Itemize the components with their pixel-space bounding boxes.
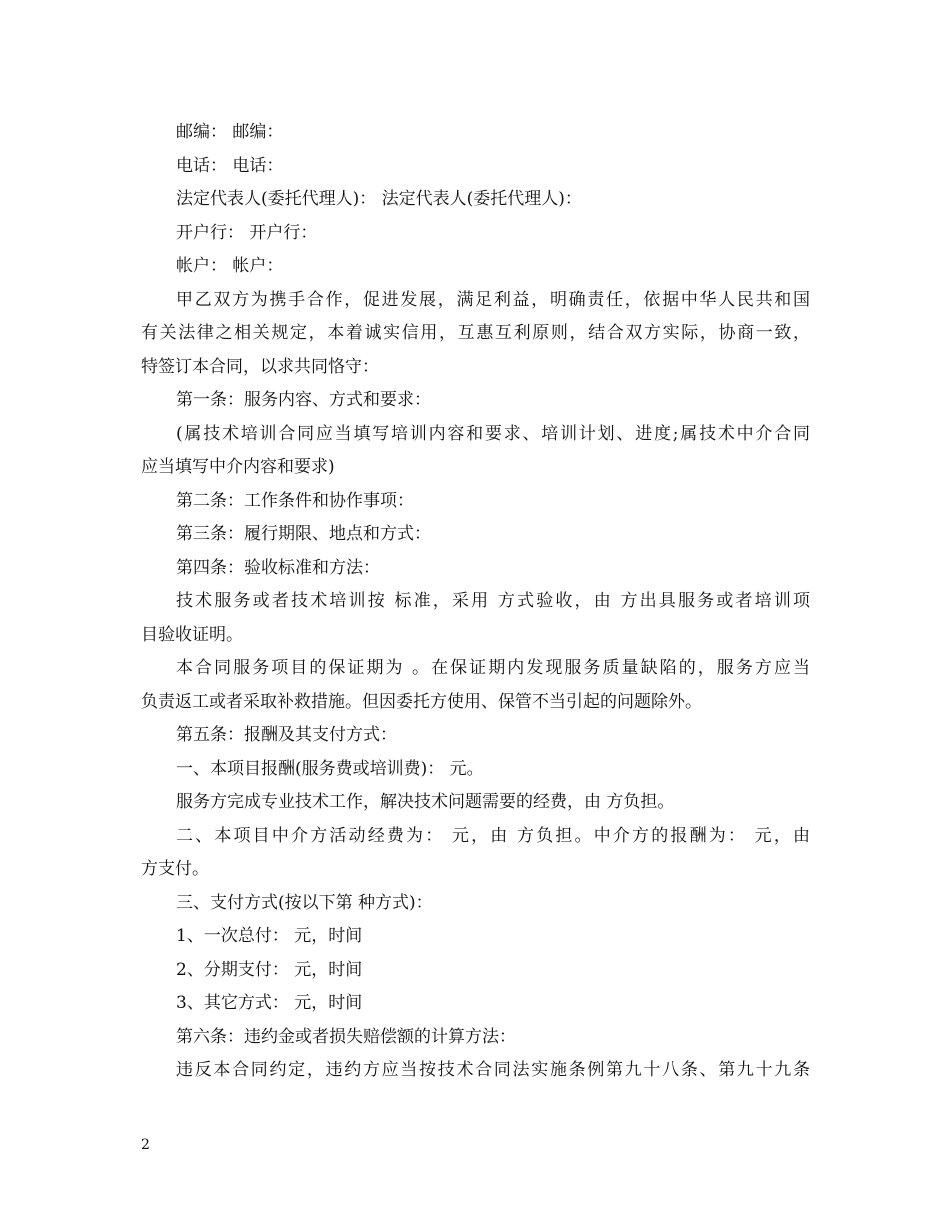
text-line-payment-method: 三、支付方式(按以下第 种方式)： xyxy=(176,892,433,913)
text-line-preamble-3: 特签订本合同，以求共同恪守： xyxy=(141,356,379,377)
text-line-intermediary-fee-2: 方支付。 xyxy=(141,859,209,879)
text-line-expense: 服务方完成专业技术工作，解决技术问题需要的经费，由 方负担。 xyxy=(176,792,675,812)
text-line-article-6-1: 违反本合同约定，违约方应当按技术合同法实施条例第九十八条、第九十九条 xyxy=(176,1060,810,1080)
article-4-heading: 第四条：验收标准和方法： xyxy=(176,557,380,578)
text-line-article-1-note-1: (属技术培训合同应当填写培训内容和要求、培训计划、进度;属技术中介合同 xyxy=(176,423,810,444)
page-number: 2 xyxy=(141,1137,150,1153)
text-line-payment-option-2: 2、分期支付： 元，时间 xyxy=(176,959,363,980)
text-line-preamble-2: 有关法律之相关规定，本着诚实信用，互惠互利原则，结合双方实际，协商一致， xyxy=(141,323,810,343)
text-line-postcode: 邮编： 邮编： xyxy=(176,122,284,142)
article-1-heading: 第一条：服务内容、方式和要求： xyxy=(176,390,431,410)
text-line-warranty-1: 本合同服务项目的保证期为 。在保证期内发现服务质量缺陷的，服务方应当 xyxy=(176,658,810,678)
text-line-preamble-1: 甲乙双方为携手合作，促进发展，满足利益，明确责任，依据中华人民共和国 xyxy=(176,289,810,310)
text-line-bank: 开户行： 开户行： xyxy=(176,222,318,243)
text-line-phone: 电话： 电话： xyxy=(176,155,284,176)
text-line-article-4-1: 技术服务或者技术培训按 标准，采用 方式验收，由 方出具服务或者培训项 xyxy=(176,591,810,611)
text-line-payment-option-3: 3、其它方式： 元，时间 xyxy=(176,993,363,1013)
text-line-article-4-2: 目验收证明。 xyxy=(141,624,243,645)
document-body xyxy=(141,116,810,1088)
text-line-intermediary-fee-1: 二、本项目中介方活动经费为： 元，由 方负担。中介方的报酬为： 元，由 xyxy=(176,825,810,846)
article-6-heading: 第六条：违约金或者损失赔偿额的计算方法： xyxy=(176,1026,516,1047)
text-line-warranty-2: 负责返工或者采取补救措施。但因委托方使用、保管不当引起的问题除外。 xyxy=(141,691,702,712)
text-line-payment-option-1: 1、一次总付： 元，时间 xyxy=(176,926,363,946)
article-2-heading: 第二条：工作条件和协作事项： xyxy=(176,490,414,511)
article-5-heading: 第五条：报酬及其支付方式： xyxy=(176,725,397,745)
text-line-article-1-note-2: 应当填写中介内容和要求) xyxy=(141,457,335,477)
article-3-heading: 第三条：履行期限、地点和方式： xyxy=(176,524,431,544)
text-line-fee: 一、本项目报酬(服务费或培训费)： 元。 xyxy=(176,758,484,779)
text-line-account: 帐户： 帐户： xyxy=(176,256,284,276)
text-line-legal-representative: 法定代表人(委托代理人)： 法定代表人(委托代理人)： xyxy=(176,189,582,209)
